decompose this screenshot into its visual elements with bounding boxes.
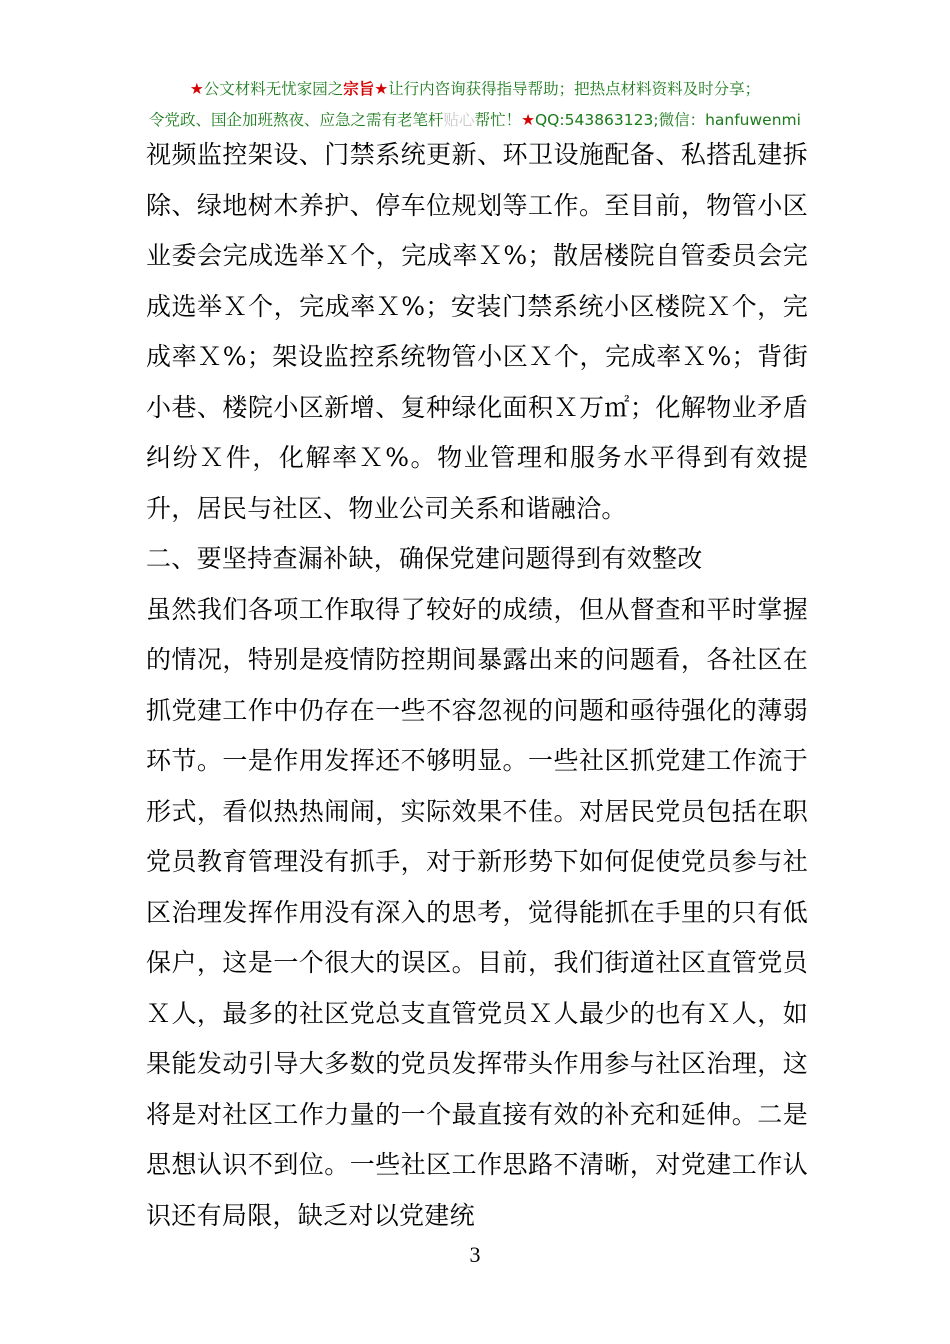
header-text-c: 令党政、国企加班熬夜、应急之需有老笔杆 (149, 111, 444, 129)
header-line-1 (0, 74, 950, 104)
star-icon: ★ (189, 80, 204, 98)
section-heading: 二、要坚持查漏补缺，确保党建问题得到有效整改 (146, 544, 703, 573)
header-contact: QQ:543863123;微信：hanfuwenmi (534, 111, 801, 129)
star-icon: ★ (521, 111, 535, 129)
page-number: 3 (469, 1242, 481, 1267)
document-header-banner (0, 74, 950, 135)
header-text-b: 让行内咨询获得指导帮助；把热点材料资料及时分享； (388, 80, 761, 98)
body-paragraph: 视频监控架设、门禁系统更新、环卫设施配备、私搭乱建拆除、绿地树木养护、停车位规划等工作。至目前，物管小区业委会完成选举Ｘ个，完成率Ｘ%；散居楼院自管委员会完成选举Ｘ个，完成率Ｘ%；安装门禁系统小区楼院Ｘ个，完成率Ｘ%；架设监控系统物管小区Ｘ个，完成率Ｘ%；背街小巷、楼院小区新增、复种绿化面积Ｘ万㎡；化解物业矛盾纠纷Ｘ件，化解率Ｘ%。物业管理和服务水平得到有效提升，居民与社区、物业公司关系和谐融洽。 (146, 140, 808, 523)
document-body (146, 130, 808, 1241)
header-highlight: 宗旨 (343, 80, 375, 98)
star-icon: ★ (374, 80, 389, 98)
header-faded-text: 贴心 (443, 111, 475, 129)
header-text-a: 公文材料无忧家园之 (203, 80, 344, 98)
header-text-d: 帮忙！ (474, 111, 522, 129)
body-paragraph: 虽然我们各项工作取得了较好的成绩，但从督查和平时掌握的情况，特别是疫情防控期间暴露出来的问题看，各社区在抓党建工作中仍存在一些不容忽视的问题和亟待强化的薄弱环节。一是作用发挥还不够明显。一些社区抓党建工作流于形式，看似热热闹闹，实际效果不佳。对居民党员包括在职党员教育管理没有抓手，对于新形势下如何促使党员参与社区治理发挥作用没有深入的思考，觉得能抓在手里的只有低保户，这是一个很大的误区。目前，我们街道社区直管党员Ｘ人，最多的社区党总支直管党员Ｘ人最少的也有Ｘ人，如果能发动引导大多数的党员发挥带头作用参与社区治理，这将是对社区工作力量的一个最直接有效的补充和延伸。二是思想认识不到位。一些社区工作思路不清晰，对党建工作认识还有局限，缺乏对以党建统 (146, 594, 808, 1230)
